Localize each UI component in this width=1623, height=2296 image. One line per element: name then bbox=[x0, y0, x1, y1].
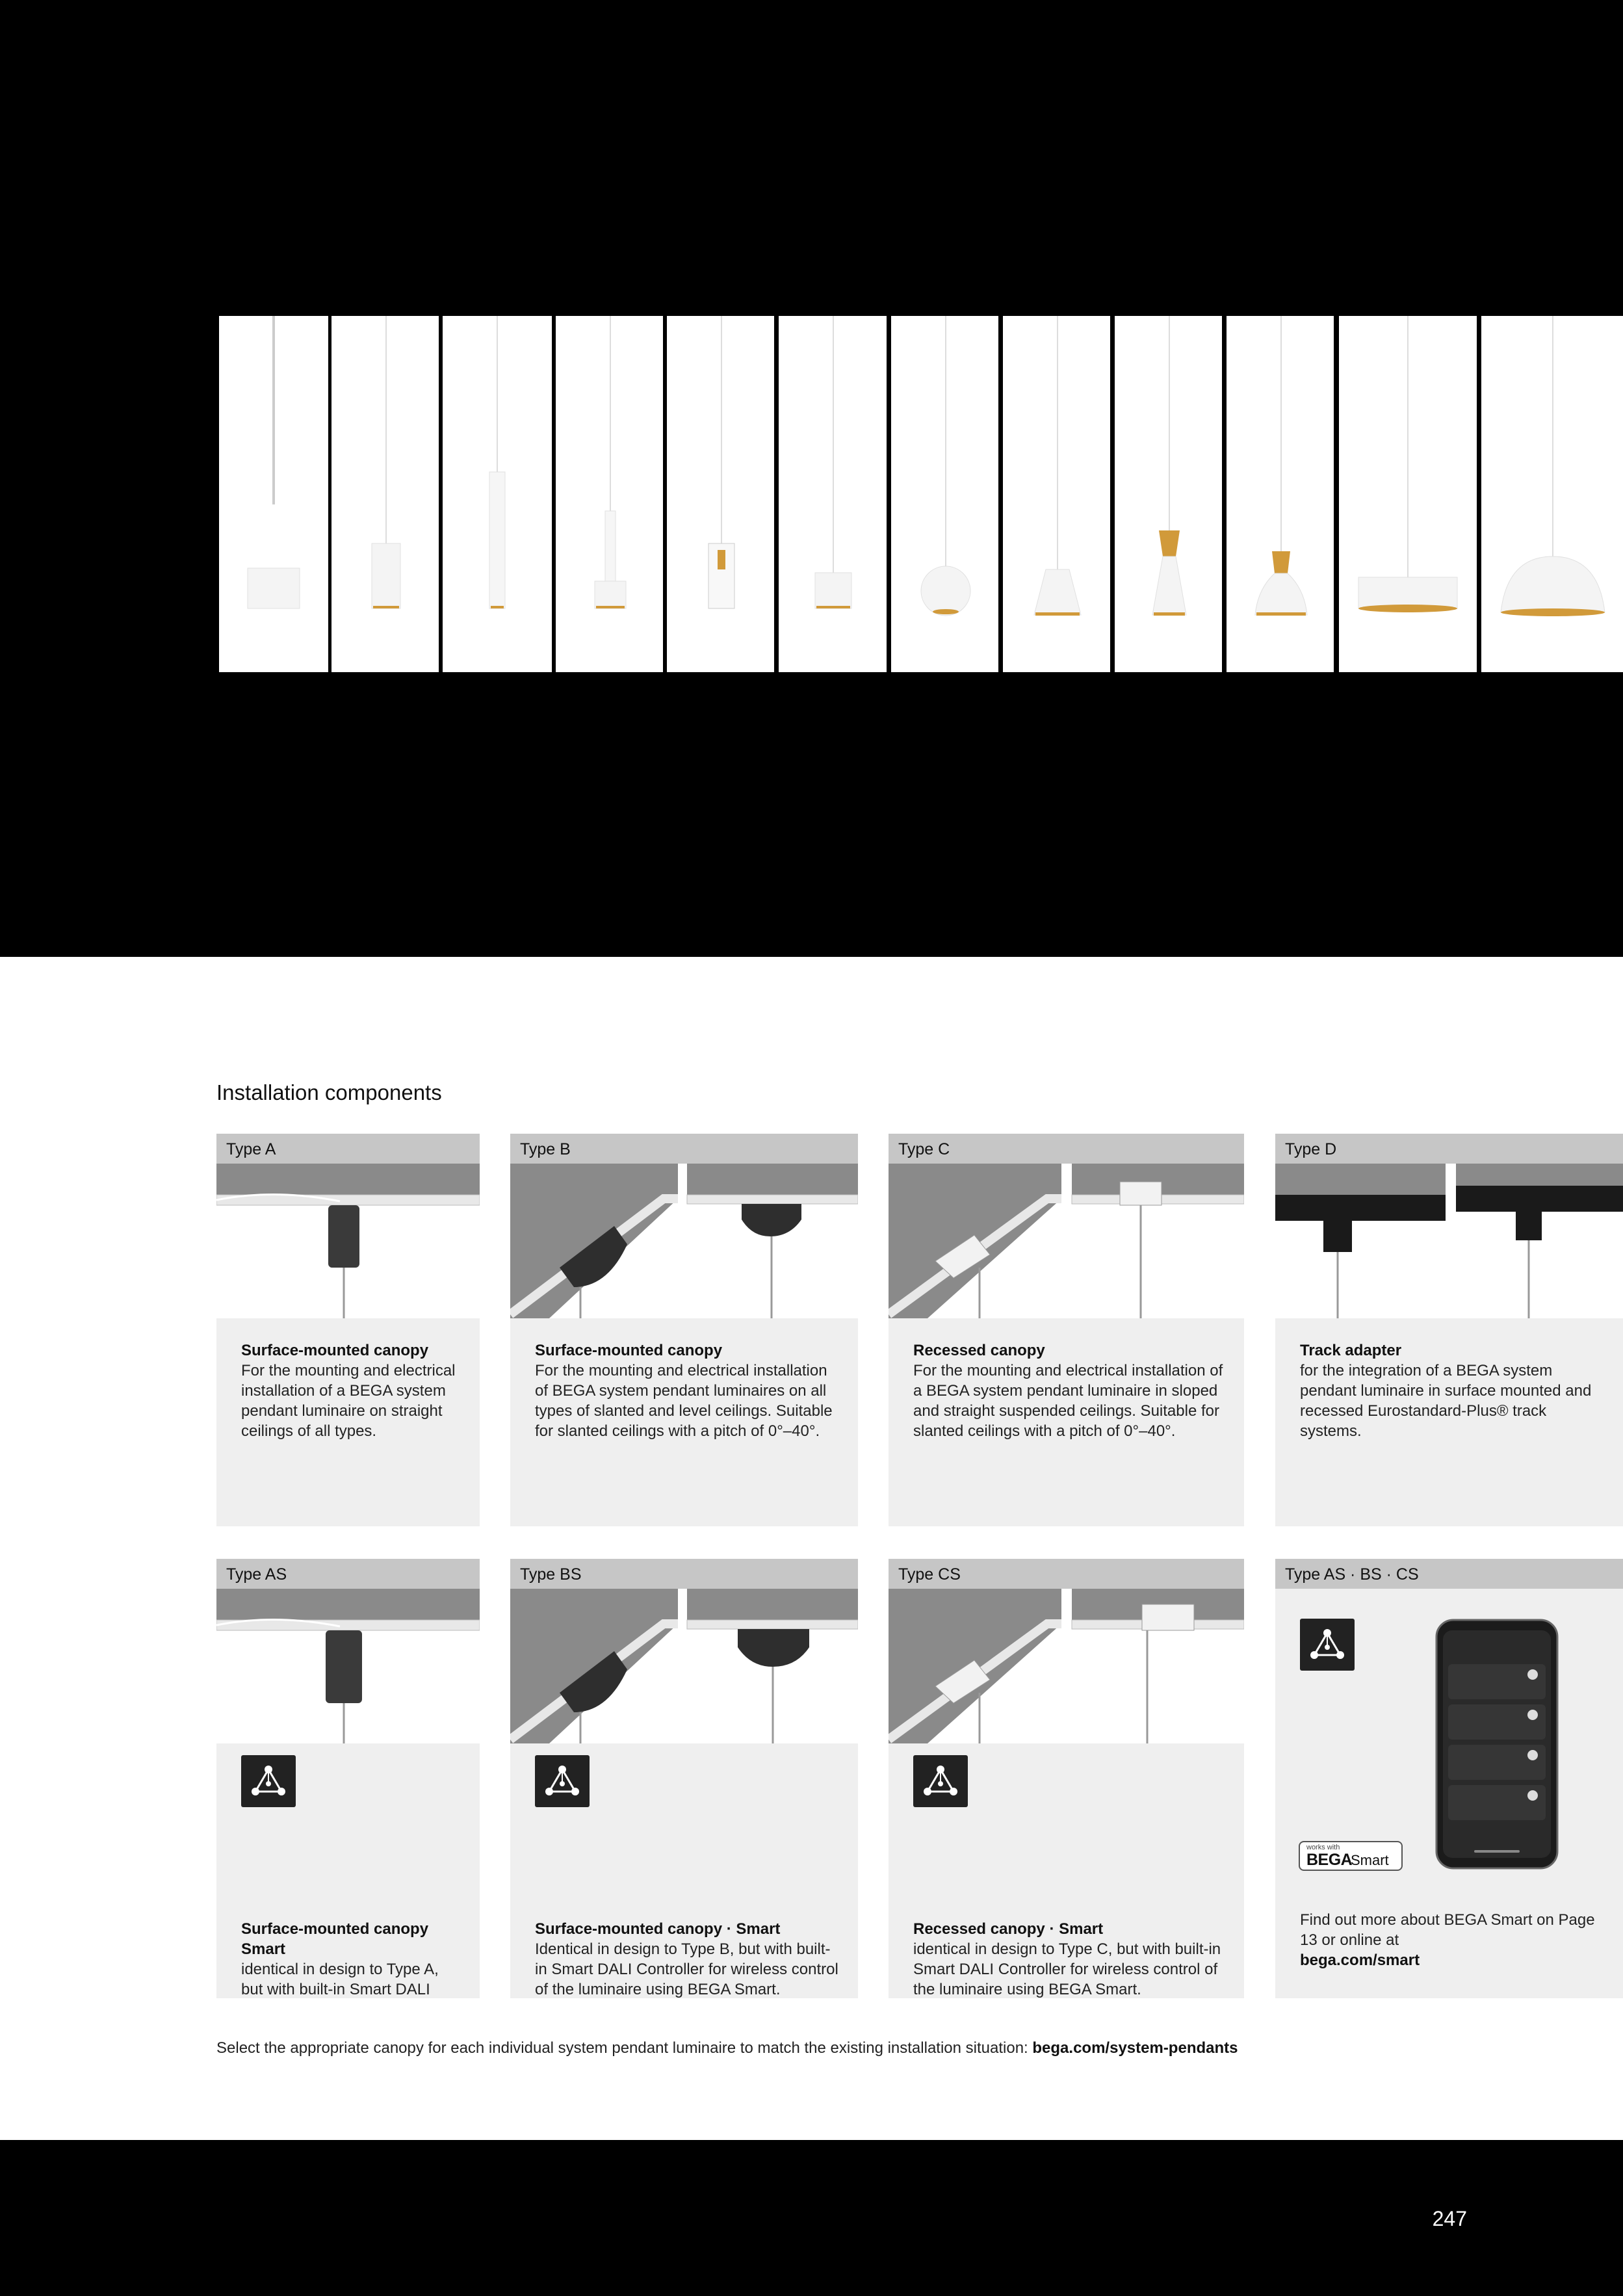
smart-icon bbox=[241, 1755, 296, 1807]
card-type-as bbox=[216, 1559, 480, 1998]
canopy-illustration-type-as bbox=[216, 1589, 480, 1743]
pendant-cylinder-slim bbox=[331, 316, 439, 672]
card-type-cs bbox=[889, 1559, 1244, 1998]
card-type-b bbox=[510, 1134, 858, 1526]
works-with-bega-smart-logo: works with BEGA Smart bbox=[1299, 1841, 1403, 1871]
smart-info-text: Find out more about BEGA Smart on Page 13 or online at bega.com/smart bbox=[1300, 1910, 1610, 1970]
bottom-black-band bbox=[0, 2140, 1623, 2296]
canopy-illustration-type-bs bbox=[510, 1589, 858, 1743]
bega-smart-link[interactable]: bega.com/smart bbox=[1300, 1951, 1420, 1969]
smart-icon bbox=[1300, 1619, 1355, 1671]
pendant-dome bbox=[1481, 316, 1623, 672]
card-type-a bbox=[216, 1134, 480, 1526]
card-type-bs bbox=[510, 1559, 858, 1998]
section-title: Installation components bbox=[216, 1080, 442, 1104]
canopy-illustration-type-cs bbox=[889, 1589, 1244, 1743]
system-pendants-link[interactable]: bega.com/system-pendants bbox=[1032, 2039, 1238, 2057]
pendant-gold-top-bell bbox=[1227, 316, 1334, 672]
card-description: Surface-mounted canopy · Smart Identical in design to Type B, but with built-in Smart DALI Controller for wireless control of the luminaire using BEGA Smart. bbox=[535, 1920, 838, 1998]
pendant-glass-cylinder bbox=[667, 316, 774, 672]
pendant-gold-top-cone bbox=[1115, 316, 1222, 672]
card-description: Surface-mounted canopy Smart identical in design to Type A, but with built-in Smart DALI bbox=[241, 1920, 439, 1998]
canopy-illustration-type-a bbox=[216, 1164, 480, 1318]
card-header: Type CS bbox=[889, 1559, 1244, 1589]
card-type-d bbox=[1275, 1134, 1623, 1526]
pendant-cylinder-wide bbox=[219, 316, 328, 672]
pendant-small-cylinder bbox=[779, 316, 887, 672]
smartphone-icon bbox=[1435, 1619, 1559, 1870]
canopy-illustration-type-c bbox=[889, 1164, 1244, 1318]
track-illustration-type-d bbox=[1275, 1164, 1623, 1318]
card-header: Type D bbox=[1275, 1134, 1623, 1164]
card-header: Type AS bbox=[216, 1559, 480, 1589]
pendant-flat-disc bbox=[1339, 316, 1477, 672]
card-description: Recessed canopy For the mounting and electrical installation of a BEGA system pendant luminaire in sloped and straight suspended ceilings. Suitable for slanted ceilings with a pitch of 0°–40°. bbox=[913, 1342, 1223, 1440]
pendant-cone bbox=[1003, 316, 1110, 672]
card-header: Type C bbox=[889, 1134, 1244, 1164]
smart-icon bbox=[913, 1755, 968, 1807]
card-header: Type BS bbox=[510, 1559, 858, 1589]
card-type-c bbox=[889, 1134, 1244, 1526]
pendant-tall-tube bbox=[443, 316, 552, 672]
pendant-gallery bbox=[219, 316, 1623, 672]
card-description: Surface-mounted canopy For the mounting and electrical installation of BEGA system pendant luminaires on all types of slanted and level ceilings. Suitable for slanted ceilings with a pitch of 0°–40°. bbox=[535, 1342, 833, 1440]
card-type-smart-app bbox=[1275, 1559, 1623, 1998]
card-description: Surface-mounted canopy For the mounting and electrical installation of a BEGA system pendant luminaire on straight ceilings of all types. bbox=[241, 1342, 456, 1440]
pendant-sphere bbox=[891, 316, 998, 672]
card-header: Type AS · BS · CS bbox=[1275, 1559, 1623, 1589]
pendant-tube-with-base bbox=[556, 316, 663, 672]
footnote: Select the appropriate canopy for each individual system pendant luminaire to match the existing installation situation: bega.com/system-pendants bbox=[216, 2039, 1238, 2057]
card-header: Type A bbox=[216, 1134, 480, 1164]
canopy-illustration-type-b bbox=[510, 1164, 858, 1318]
card-description: Recessed canopy · Smart identical in design to Type C, but with built-in Smart DALI Controller for wireless control of the luminaire using BEGA Smart. bbox=[913, 1920, 1221, 1998]
card-header: Type B bbox=[510, 1134, 858, 1164]
card-description: Track adapter for the integration of a BEGA system pendant luminaire in surface mounted and recessed Eurostandard-Plus® track systems. bbox=[1300, 1342, 1592, 1440]
smart-icon bbox=[535, 1755, 590, 1807]
page-number: 247 bbox=[1432, 2207, 1467, 2230]
